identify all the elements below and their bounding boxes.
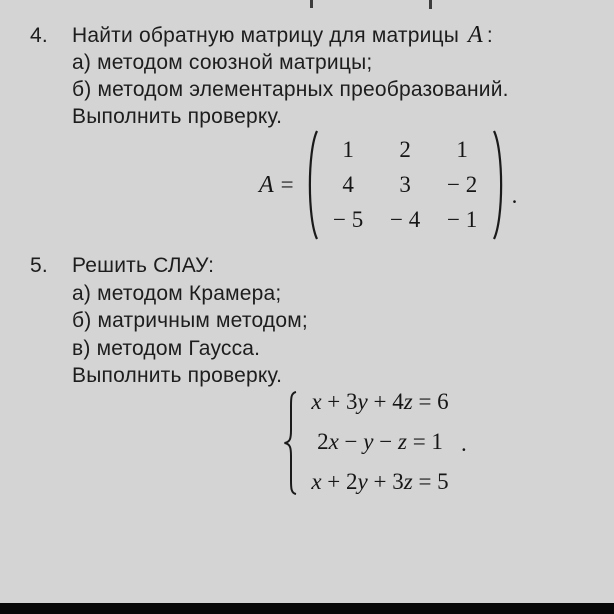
problem-4-check-note: Выполнить проверку. — [72, 105, 283, 128]
equation-1: x + 3y + 4z = 6 — [311, 389, 449, 414]
matrix-cell: 1 — [342, 137, 354, 162]
problem-5-item-c: в) методом Гаусса. — [72, 337, 261, 360]
scan-tick-mark — [429, 0, 432, 9]
scan-edge-bar — [0, 603, 614, 614]
problem-4-item-a: а) методом союзной матрицы; — [72, 51, 373, 74]
matrix-cell: − 5 — [333, 207, 364, 232]
problem-4-title — [72, 22, 493, 49]
sentence-period: . — [511, 183, 518, 208]
problem-5-title: Решить СЛАУ: — [72, 254, 215, 277]
matrix-left-paren — [303, 129, 320, 241]
problem-5-item-a: а) методом Крамера; — [72, 282, 282, 305]
problem-4-number: 4. — [30, 24, 48, 47]
equals-sign: = — [280, 172, 294, 197]
matrix-cell: 4 — [342, 172, 354, 197]
matrix-cell: 3 — [399, 172, 411, 197]
matrix-label: A — [259, 171, 274, 198]
matrix-grid — [320, 133, 491, 238]
matrix-cell: − 1 — [447, 207, 478, 232]
sentence-period: . — [461, 431, 467, 456]
matrix-equation — [259, 129, 517, 241]
matrix-cell: − 4 — [390, 207, 421, 232]
matrix-cell: 1 — [456, 137, 468, 162]
system-equations — [294, 382, 466, 502]
problem-5-number: 5. — [30, 254, 48, 277]
matrix-cell: 2 — [399, 137, 411, 162]
matrix-right-paren — [491, 129, 508, 241]
equation-2: 2x − y − z = 1 — [317, 429, 443, 454]
matrix-name-symbol: A — [468, 22, 483, 48]
equation-3: x + 2y + 3z = 5 — [311, 469, 449, 494]
problem-4-title-text: Найти обратную матрицу для матрицы — [72, 24, 460, 47]
matrix-cell: − 2 — [447, 172, 478, 197]
problem-5-check-note: Выполнить проверку. — [72, 364, 283, 387]
scan-tick-mark — [310, 0, 313, 8]
problem-5-item-b: б) матричным методом; — [72, 309, 308, 332]
problem-4-item-b: б) методом элементарных преобразований. — [72, 78, 509, 101]
problem-4-title-colon: : — [486, 24, 493, 47]
